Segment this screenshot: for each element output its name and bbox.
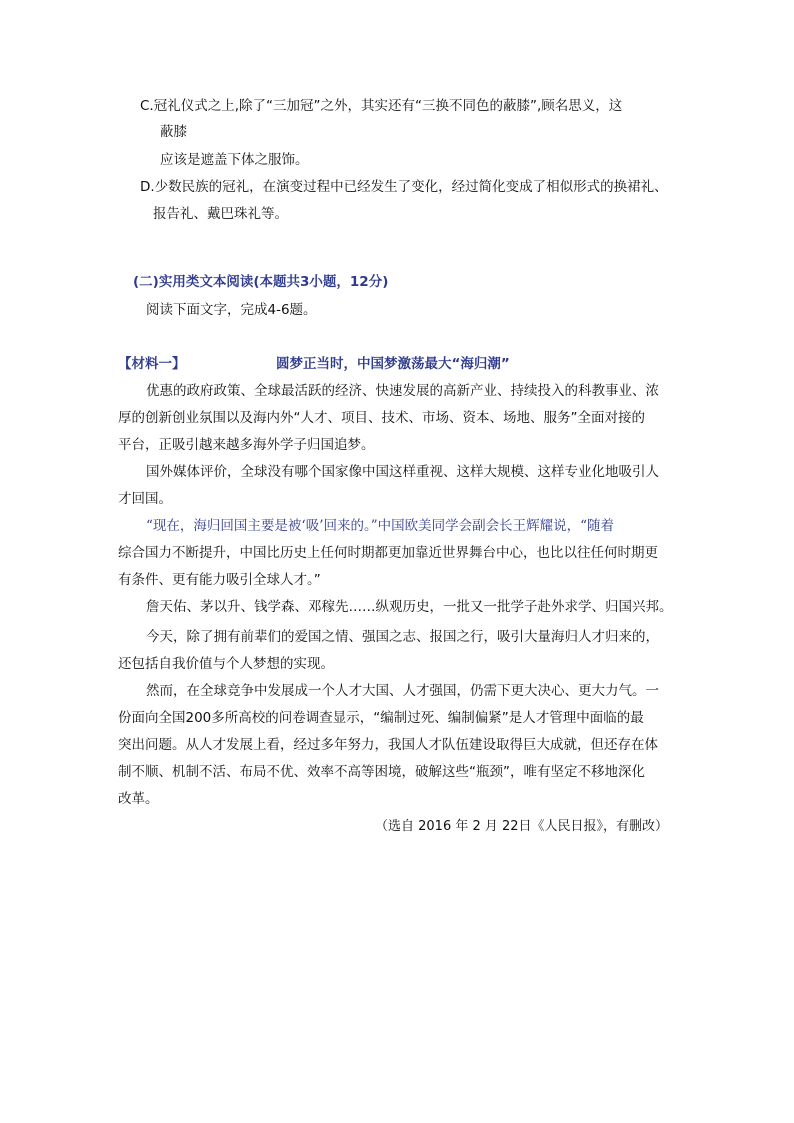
- instruction: 阅读下面文字，完成4-6题。: [146, 302, 317, 318]
- material-label: 【材料一】: [118, 356, 186, 372]
- p6-line-1: 然而，在全球竞争中发展成一个人才大国、人才强国，仍需下更大决心、更大力气。一: [146, 683, 659, 699]
- option-d-line-2: 报告礼、戴巴珠礼等。: [153, 206, 288, 222]
- p2-line-2: 才回国。: [118, 491, 172, 507]
- option-c-line-3: 应该是遮盖下体之服饰。: [160, 152, 309, 168]
- p6-line-3: 突出问题。从人才发展上看，经过多年努力，我国人才队伍建设取得巨大成就，但还存在体: [118, 737, 658, 753]
- p1-line-3: 平台，正吸引越来越多海外学子归国追梦。: [118, 437, 375, 453]
- p1-line-1: 优惠的政府政策、全球最活跃的经济、快速发展的高新产业、持续投入的科教事业、浓: [146, 383, 659, 399]
- p3-line-2: 综合国力不断提升，中国比历史上任何时期都更加靠近世界舞台中心，也比以往任何时期更: [118, 545, 658, 561]
- p6-line-5: 改革。: [118, 791, 159, 807]
- p5-line-2: 还包括自我价值与个人梦想的实现。: [118, 656, 334, 672]
- section-heading: (二)实用类文本阅读(本题共3小题，12分): [133, 274, 389, 290]
- source-citation: （选自 2016 年 2 月 22日《人民日报》，有删改）: [375, 819, 669, 834]
- option-c-line-1: C.冠礼仪式之上,除了“三加冠”之外，其实还有“三换不同色的蔽膝”,顾名思义，这: [140, 98, 623, 114]
- p2-line-1: 国外媒体评价，全球没有哪个国家像中国这样重视、这样大规模、这样专业化地吸引人: [146, 464, 659, 480]
- p5-line-1: 今天，除了拥有前辈们的爱国之情、强国之志、报国之行，吸引大量海归人才归来的，: [146, 629, 659, 645]
- p3-line-3: 有条件、更有能力吸引全球人才。”: [118, 572, 321, 588]
- p6-line-2: 份面向全国200多所高校的问卷调查显示，“编制过死、编制偏紧”是人才管理中面临的最: [118, 710, 644, 726]
- p4-line-1: 詹天佑、茅以升、钱学森、邓稼先……纵观历史，一批又一批学子赴外求学、归国兴邦。: [146, 599, 673, 615]
- p6-line-4: 制不顺、机制不活、布局不优、效率不高等困境，破解这些“瓶颈”，唯有坚定不移地深化: [118, 764, 645, 780]
- option-c-line-2: 蔽膝: [160, 124, 187, 140]
- p3-line-1: “现在，海归回国主要是被‘吸’回来的。”中国欧美同学会副会长王辉耀说，“随着: [146, 518, 615, 534]
- p1-line-2: 厚的创新创业氛围以及海内外“人才、项目、技术、市场、资本、场地、服务”全面对接的: [118, 410, 645, 426]
- option-d-line-1: D.少数民族的冠礼，在演变过程中已经发生了变化，经过简化变成了相似形式的换裙礼、: [140, 179, 668, 195]
- material-title: 圆梦正当时，中国梦激荡最大“海归潮”: [276, 356, 510, 372]
